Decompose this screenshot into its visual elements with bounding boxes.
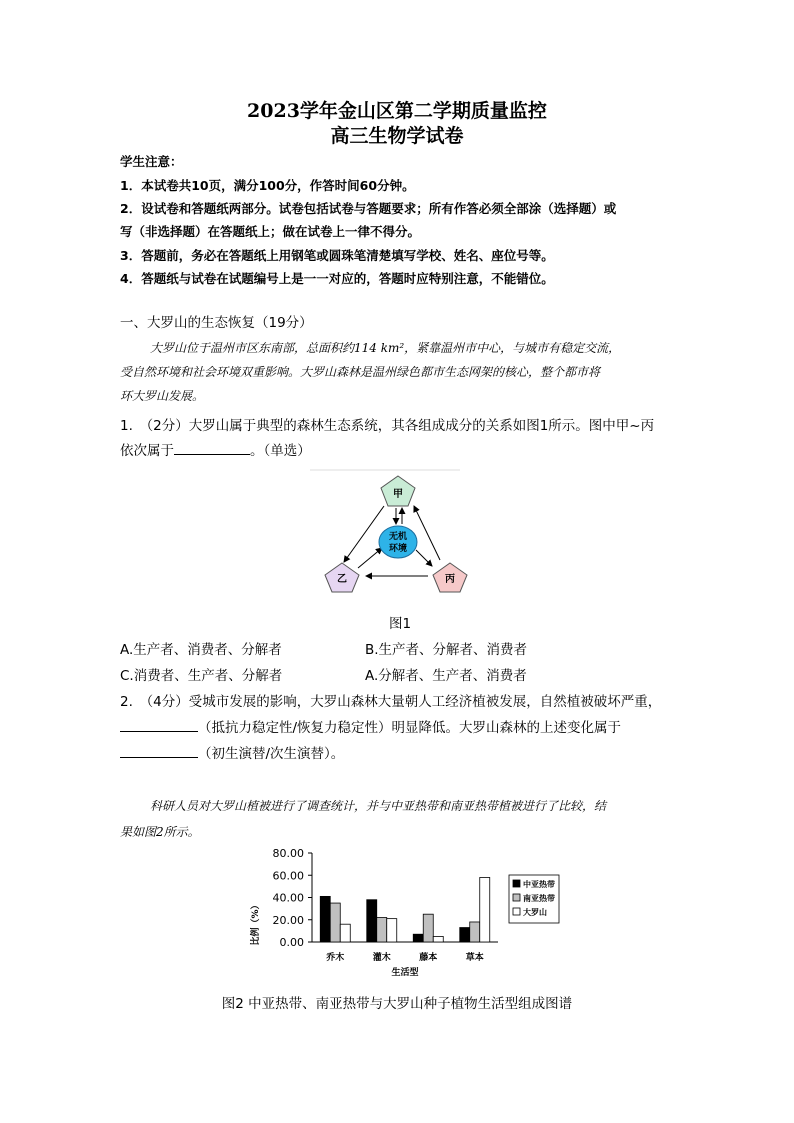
bar [480,877,490,942]
x-axis-label: 生活型 [391,968,419,978]
y-tick-label: 80.00 [272,847,304,860]
category-label: 灌木 [372,953,391,963]
notice-heading: 学生注意： [120,154,183,169]
answer-blank[interactable] [120,745,198,758]
option-d[interactable]: A.分解者、生产者、消费者 [365,668,527,684]
bar [377,918,387,942]
y-tick-label: 0.00 [279,936,304,949]
category-label: 草本 [465,953,484,963]
y-axis-label: 比例（%） [251,900,261,946]
node-bing-label: 丙 [445,574,455,585]
figure-2-bar-chart [240,845,560,980]
bar [470,922,480,942]
category-label: 乔木 [326,953,345,963]
node-env-label-1: 无机 [388,532,408,542]
bar [387,919,397,942]
bar [433,936,443,942]
question-2-text [120,716,621,736]
answer-blank[interactable] [120,719,198,732]
figure-1-diagram [310,468,490,600]
notice-item: 4．答题纸与试卷在试题编号上是一一对应的，答题时应特别注意，不能错位。 [120,271,554,286]
notice-item: 2．设试卷和答题纸两部分。试卷包括试卷与答题要求；所有作答必须全部涂（选择题）或 [120,201,617,216]
notice-item: 写（非选择题）在答题纸上；做在试卷上一律不得分。 [120,224,421,239]
intro-text: 受自然环境和社会环境双重影响。大罗山森林是温州绿色都市生态网架的核心，整个都市将 [120,365,601,379]
category-label: 藤本 [419,953,438,963]
question-2-text: 2. （4分）受城市发展的影响，大罗山森林大量朝人工经济植被发展，自然植被破坏严重， [120,694,662,710]
y-tick-label: 20.00 [272,913,304,927]
arrow-yi-env [358,548,382,568]
node-jia-label: 甲 [393,489,403,500]
legend-swatch [513,908,520,915]
node-yi-label: 乙 [337,574,347,585]
page-subtitle: 高三生物学试卷 [330,125,464,147]
option-a[interactable]: A.生产者、消费者、分解者 [120,642,282,658]
notice-item: 3．答题前，务必在答题纸上用钢笔或圆珠笔清楚填写学校、姓名、座位号等。 [120,248,554,263]
intro-text: 大罗山位于温州市区东南部，总面积约114 km²，紧靠温州市中心，与城市有稳定交流， [150,341,621,355]
figure-2-caption: 图2 中亚热带、南亚热带与大罗山种子植物生活型组成图谱 [221,996,573,1012]
research-text: 科研人员对大罗山植被进行了调查统计，并与中亚热带和南亚热带植被进行了比较，结 [150,799,607,813]
q1-prefix: 依次属于 [120,443,174,459]
question-1-text [120,439,311,459]
legend-label: 中亚热带 [523,880,555,889]
bar [423,914,433,942]
answer-blank[interactable] [174,442,250,455]
legend-swatch [513,880,520,887]
figure-1-caption: 图1 [388,616,412,632]
bar [330,903,340,942]
question-1-text: 1. （2分）大罗山属于典型的森林生态系统，其各组成成分的关系如图1所示。图中甲~丙 [120,418,655,434]
node-env-label-2: 环境 [388,544,408,554]
option-b[interactable]: B.生产者、分解者、消费者 [365,642,528,658]
section-heading: 一、大罗山的生态恢复（19分） [120,315,313,331]
arrow-jia-yi [344,506,384,562]
page-title: 2023学年金山区第二学期质量监控 [247,100,547,122]
bar [367,900,377,942]
research-text: 果如图2所示。 [120,825,200,839]
bar [340,924,350,942]
intro-text: 环大罗山发展。 [120,389,205,403]
notice-item: 1．本试卷共10页，满分100分，作答时间60分钟。 [120,178,415,193]
legend-swatch [513,894,520,901]
option-c[interactable]: C.消费者、生产者、分解者 [120,668,283,684]
bar [413,934,423,942]
q2-line3: （初生演替/次生演替）。 [198,746,345,762]
y-tick-label: 40.00 [272,891,304,905]
bar [460,928,470,942]
question-2-text [120,742,344,762]
arrow-env-bing [416,550,432,566]
q2-line2: （抵抗力稳定性/恢复力稳定性）明显降低。大罗山森林的上述变化属于 [198,720,622,736]
legend-label: 南亚热带 [523,894,555,903]
q1-suffix: 。（单选） [250,443,311,459]
bar [320,896,330,942]
y-tick-label: 60.00 [272,869,304,883]
legend-label: 大罗山 [523,908,547,917]
